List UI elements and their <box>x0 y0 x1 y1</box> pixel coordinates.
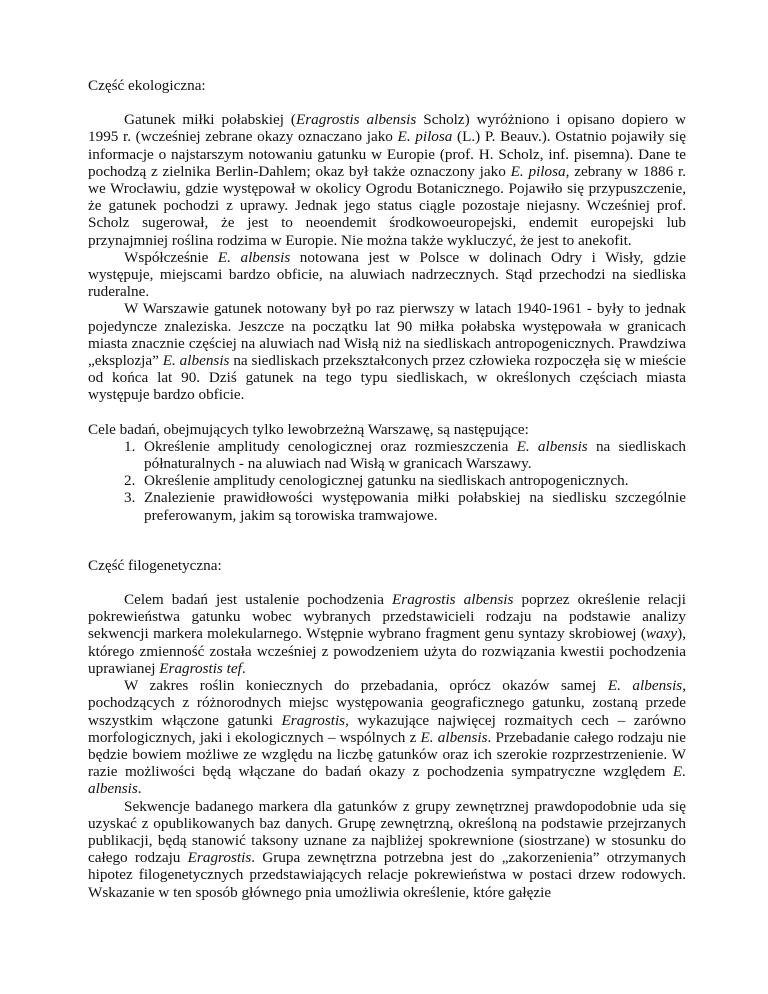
goals-list <box>88 438 686 524</box>
text-run: Sekwencje badanego markera dla gatunków z grupy zewnętrznej prawdopodobnie uda się uzyskać z opublikowanych baz danych. Grupę zewnętrzną, określoną na podstawie przejrzanych publikacji, będą stanowić taksony uznane za najbliżej spokrewnione (siostrzane) w stosunku do całego rodzaju <box>88 797 686 867</box>
section-heading-ecological: Część ekologiczna: <box>88 77 206 94</box>
text-run: ), którego zmienność została wcześniej z powodzeniem użyta do rozwiązania kwestii pochodzenia uprawianej <box>88 625 686 677</box>
goal-item <box>124 489 686 523</box>
text-run: , zebrany w 1886 r. we Wrocławiu, gdzie występował w okolicy Ogrodu Botanicznego. Pojawiło się przypuszczenie, że gatunek pochodzi z uprawy. Jednak jego status ciągle pozostaje niejasny. Wcześniej prof. Scholz sugerował, że jest to neoendemit środkowoeuropejski, endemit europejski lub przynajmniej roślina rodzima w Europie. Nie można także wykluczyć, że jest to anekofit. <box>88 162 686 249</box>
text-run: W zakres roślin koniecznych do przebadania, oprócz okazów samej <box>124 677 608 695</box>
text-run: . Przebadanie całego rodzaju nie będzie bowiem możliwe ze względu na liczbę gatunków oraz ich szerokie rozprzestrzenienie. W razie możliwości będą włączane do badań okazy z pochodzenia sympatryczne względem <box>88 728 686 781</box>
text-run: Współcześnie <box>124 248 218 266</box>
paragraph-ecological-3 <box>88 300 686 403</box>
goal-number: 3. <box>124 489 136 507</box>
italic-text-run: E. albensis <box>516 437 588 455</box>
italic-text-run: E. albensis <box>217 248 291 266</box>
paragraph-phylogenetic-2 <box>88 677 686 797</box>
goal-number: 2. <box>124 472 136 490</box>
text-run: Celem badań jest ustalenie pochodzenia <box>124 591 392 609</box>
italic-text-run: Eragrostis albensis <box>392 591 514 609</box>
italic-text-run: Eragrostis <box>187 849 252 867</box>
text-run: Gatunek miłki połabskiej ( <box>124 111 296 129</box>
text-run: notowana jest w Polsce w dolinach Odry i Wisły, gdzie występuje, miejscami bardzo obficie, na aluwiach nadrzecznych. Stąd przechodzi na siedliska ruderalne. <box>88 248 687 301</box>
section-heading-phylogenetic: Część filogenetyczna: <box>88 556 222 574</box>
italic-text-run: E. albensis <box>607 677 683 695</box>
text-run: . <box>137 780 142 798</box>
text-run: (L.) P. Beauv.). Ostatnio pojawiły się informacje o najstarszym notowaniu gatunku w Europie (prof. H. Scholz, inf. pisemna). Dane te pochodzą z zielnika Berlin-Dahlem; okaz był także oznaczony jako <box>88 128 686 180</box>
goal-text <box>144 472 629 489</box>
paragraph-phylogenetic-1 <box>88 591 686 677</box>
paragraph-ecological-1 <box>88 111 686 249</box>
goal-text <box>144 438 686 472</box>
text-run: , wykazujące najwięcej rozmaitych cech – zarówno morfologicznych, jaki i ekologicznych – wspólnych z <box>88 711 686 746</box>
text-run: Znalezienie prawidłowości występowania miłki połabskiej na siedlisku szczególnie preferowanym, jakim są torowiska tramwajowe. <box>144 489 686 524</box>
text-run: . <box>241 659 246 677</box>
document-page <box>88 77 686 901</box>
italic-text-run: Eragrostis tef <box>159 659 242 677</box>
italic-text-run: E. albensis <box>88 763 686 798</box>
text-run: na siedliskach przekształconych przez człowieka rozpoczęła się w mieście od końca lat 90. Dziś gatunek na tego typu siedliskach, w określonych częściach miasta występuje bardzo obficie. <box>88 352 686 404</box>
italic-text-run: waxy <box>645 625 678 643</box>
italic-text-run: E. pilosa <box>397 128 453 146</box>
italic-text-run: Eragrostis <box>281 711 346 729</box>
text-run: , pochodzących z różnorodnych miejsc występowania geograficznego gatunku, zostaną przede wszystkim włączone gatunki <box>88 677 686 729</box>
text-run: Scholz) wyróżniono i opisano dopiero w 1995 r. (wcześniej zebrane okazy oznaczano jako <box>88 111 686 146</box>
goals-intro: Cele badań, obejmujących tylko lewobrzeżną Warszawę, są następujące: <box>88 420 529 438</box>
goal-item <box>124 472 686 489</box>
paragraph-ecological-2 <box>88 249 686 301</box>
goal-item <box>124 438 686 472</box>
text-run: . Grupa zewnętrzna potrzebna jest do „zakorzenienia” otrzymanych hipotez filogenetycznych przedstawiających relacje pokrewieństwa w postaci drzew rodowych. Wskazanie w ten sposób głównego pnia umożliwia określenie, które gałęzie <box>88 849 687 901</box>
italic-text-run: E. pilosa <box>510 162 566 180</box>
text-run: Określenie amplitudy cenologicznej oraz rozmieszczenia <box>144 437 517 455</box>
italic-text-run: E. albensis <box>420 728 488 746</box>
goal-number: 1. <box>124 437 136 455</box>
text-run: Określenie amplitudy cenologicznej gatunku na siedliskach antropogenicznych. <box>144 472 629 490</box>
text-run: poprzez określenie relacji pokrewieństwa gatunku wobec wybranych przedstawicieli rodzaju na podstawie analizy sekwencji markera molekularnego. Wstępnie wybrano fragment genu syntazy skrobiowej ( <box>88 591 686 643</box>
goal-text <box>144 489 686 523</box>
italic-text-run: E. albensis <box>162 352 230 370</box>
text-run: na siedliskach półnaturalnych - na aluwiach nad Wisłą w granicach Warszawy. <box>144 437 686 473</box>
paragraph-phylogenetic-3 <box>88 798 686 901</box>
text-run: W Warszawie gatunek notowany był po raz pierwszy w latach 1940-1961 - były to jednak pojedyncze znaleziska. Jeszcze na początku lat 90 miłka połabska występowała w granicach miasta znacznie częściej na aluwiach nad Wisłą niż na siedliskach antropogenicznych. Prawdziwa „eksplozja” <box>88 300 686 370</box>
italic-text-run: Eragrostis albensis <box>295 111 417 129</box>
